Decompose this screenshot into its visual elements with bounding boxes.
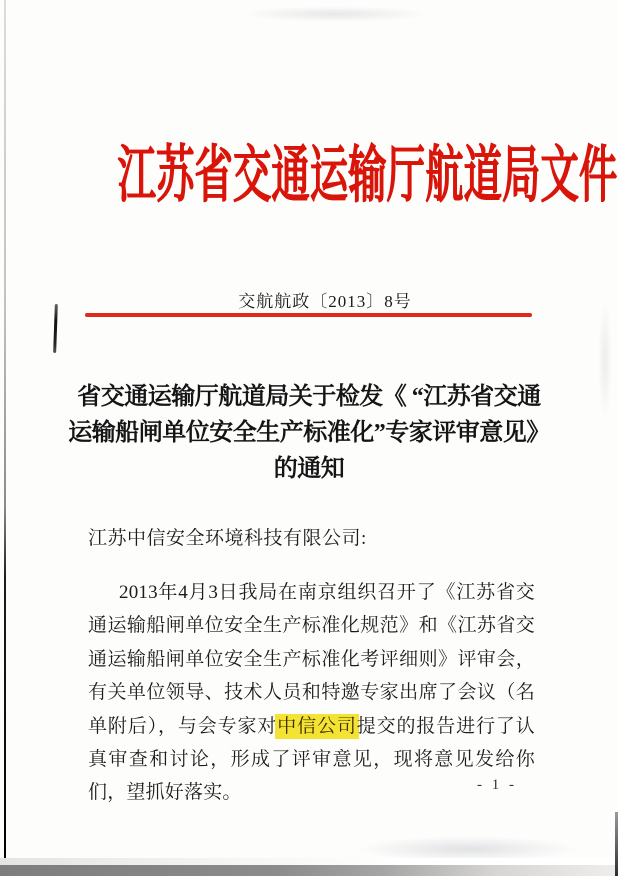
scan-edge-bottom xyxy=(0,865,618,876)
highlighted-text: 中信公司 xyxy=(277,715,357,737)
paragraph-text-before: 2013年4月3日我局在南京组织召开了《江苏省交通运输船闸单位安全生产标准化规范》和《江苏省交通运输船闸单位安全生产标准化考评细则》评审会，有关单位领导、技术人员和特邀专家出席了会议（名单附后），与会专家对 xyxy=(88,582,535,737)
salutation-line: 江苏中信安全环境科技有限公司: xyxy=(88,528,367,549)
notice-title-line1: 省交通运输厅航道局关于检发《 “江苏省交通 xyxy=(77,384,541,410)
paragraph-text-after: 提交的报告进行了认真审查和讨论，形成了评审意见，现将意见发给你们，望抓好落实。 xyxy=(88,715,535,804)
scan-smudge xyxy=(240,6,430,22)
notice-title-line2: 运输船闸单位安全生产标准化”专家评审意见》 xyxy=(68,420,550,446)
red-separator-line xyxy=(85,313,532,317)
letterhead-org-title: 江苏省交通运输厅航道局文件 xyxy=(117,142,618,210)
body-paragraph xyxy=(88,576,535,810)
page-number: - 1 - xyxy=(477,777,517,793)
doc-reference-number: 交航航政〔2013〕8号 xyxy=(238,292,412,311)
scan-edge-left xyxy=(4,0,6,876)
notice-title-line3: 的通知 xyxy=(273,456,345,482)
scan-smudge xyxy=(598,300,612,420)
notice-title xyxy=(40,379,578,487)
scan-shadow-bottom xyxy=(0,858,618,865)
